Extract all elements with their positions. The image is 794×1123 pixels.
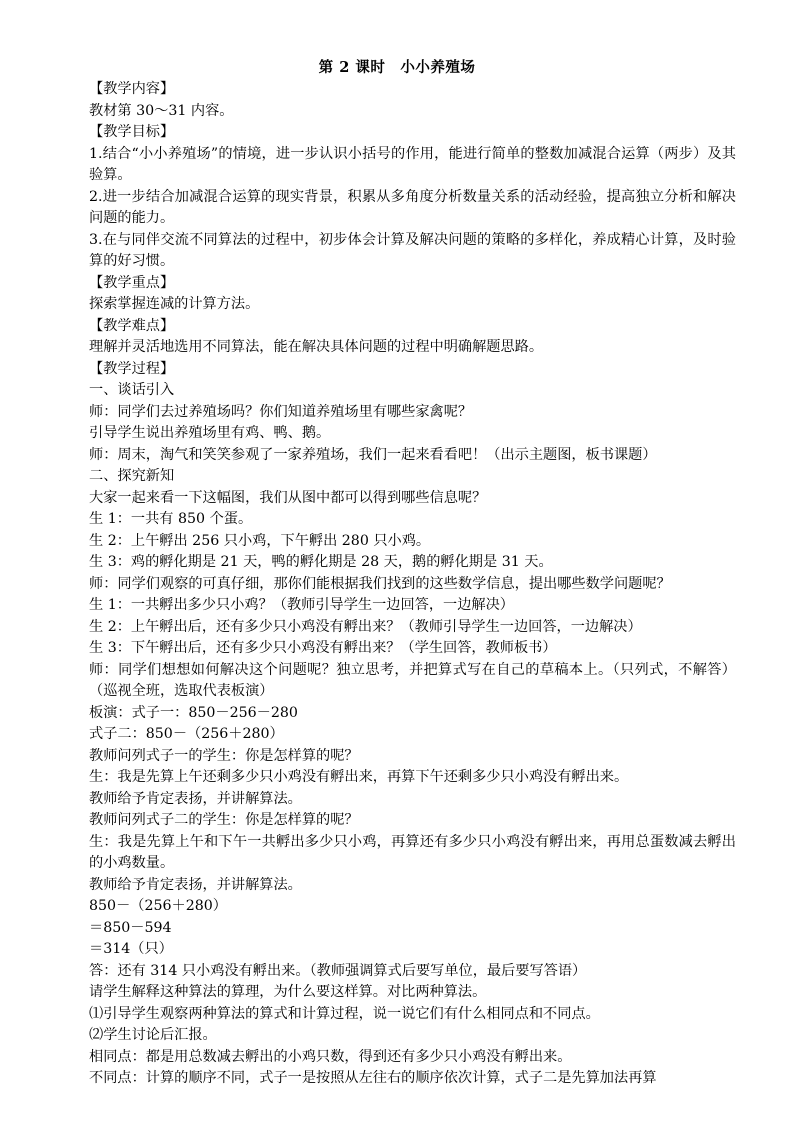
text-line: 探索掌握连减的计算方法。 [89,296,260,312]
document-body [60,79,736,1090]
text-line: 答：还有 314 只小鸡没有孵出来。（教师强调算式后要写单位，最后要写答语） [89,962,587,979]
text-line: 2.进一步结合加减混合运算的现实背景，积累从多角度分析数量关系的活动经验，提高独立分析和解决问题的能力。 [89,188,736,226]
text-line: 师：同学们观察的可真仔细，那你们能根据我们找到的这些数学信息，提出哪些数学问题呢？ [89,575,671,592]
text-line: 相同点：都是用总数减去孵出的小鸡只数，得到还有多少只小鸡没有孵出来。 [89,1048,572,1065]
text-line: 一、谈话引入 [89,382,175,398]
text-line: 生 1：一共孵出多少只小鸡？（教师引导学生一边回答，一边解决） [89,597,514,613]
text-line: 【教学内容】 [89,81,175,97]
text-line: 教师问列式子二的学生：你是怎样算的呢？ [89,812,359,828]
text-line: 教材第 30～31 内容。 [89,102,234,119]
text-line: 生 3：鸡的孵化期是 21 天，鸭的孵化期是 28 天，鹅的孵化期是 31 天。 [89,554,553,570]
text-line: 二、探究新知 [89,468,175,484]
text-line: 【教学难点】 [89,317,175,334]
text-line: 【教学目标】 [89,124,175,140]
text-line: 教师给予肯定表扬，并讲解算法。 [89,876,302,893]
text-line: 引导学生说出养殖场里有鸡、鸭、鹅。 [89,425,331,441]
text-line: 生 2：上午孵出后，还有多少只小鸡没有孵出来？（教师引导学生一边回答，一边解决） [89,618,642,635]
text-line: 理解并灵活地选用不同算法，能在解决具体问题的过程中明确解题思路。 [89,339,544,355]
text-line: 生：我是先算上午和下午一共孵出多少只小鸡，再算还有多少只小鸡没有孵出来，再用总蛋数减去孵出的小鸡数量。 [89,833,736,871]
page-title: 第 2 课时 小小养殖场 [318,59,476,76]
text-line: 板演：式子一：850－256－280 [89,704,298,721]
text-line: 生 2：上午孵出 256 只小鸡，下午孵出 280 只小鸡。 [89,532,431,549]
text-line: 1.结合“小小养殖场”的情境，进一步认识小括号的作用，能进行简单的整数加减混合运算（两步）及其验算。 [89,145,736,183]
text-line: 教师给予肯定表扬，并讲解算法。 [89,790,302,807]
text-line: 教师问列式子一的学生：你是怎样算的呢？ [89,747,359,764]
text-line: ＝314（只） [89,941,173,957]
text-line: 师：周末，淘气和笑笑参观了一家养殖场，我们一起来看看吧！（出示主题图，板书课题） [89,446,657,463]
text-line: 【教学重点】 [89,274,175,291]
text-line: 850－（256＋280） [89,898,227,914]
text-line: 【教学过程】 [89,360,175,377]
text-line: ⑵学生讨论后汇报。 [89,1027,217,1043]
text-line: 生 3：下午孵出后，还有多少只小鸡没有孵出来？（学生回答，教师板书） [89,640,557,656]
text-line: 请学生解释这种算法的算理，为什么要这样算。对比两种算法。 [89,984,487,1000]
text-line: 大家一起来看一下这幅图，我们从图中都可以得到哪些信息呢？ [89,489,487,506]
text-line: 不同点：计算的顺序不同，式子一是按照从左往右的顺序依次计算，式子二是先算加法再算 [89,1070,657,1086]
text-line: 式子二：850－（256＋280） [89,726,284,742]
text-line: 师：同学们去过养殖场吗？你们知道养殖场里有哪些家禽呢？ [89,403,473,420]
text-line: ⑴引导学生观察两种算法的算式和计算过程，说一说它们有什么相同点和不同点。 [89,1005,600,1022]
text-line: 师：同学们想想如何解决这个问题呢？独立思考，并把算式写在自己的草稿本上。（只列式，不解答）（巡视全班，选取代表板演） [89,661,736,699]
text-line: 3.在与同伴交流不同算法的过程中，初步体会计算及解决问题的策略的多样化，养成精心计算，及时验算的好习惯。 [89,231,736,269]
text-line: ＝850－594 [89,919,172,936]
text-line: 生：我是先算上午还剩多少只小鸡没有孵出来，再算下午还剩多少只小鸡没有孵出来。 [89,769,629,785]
text-line: 生 1：一共有 850 个蛋。 [89,511,253,527]
